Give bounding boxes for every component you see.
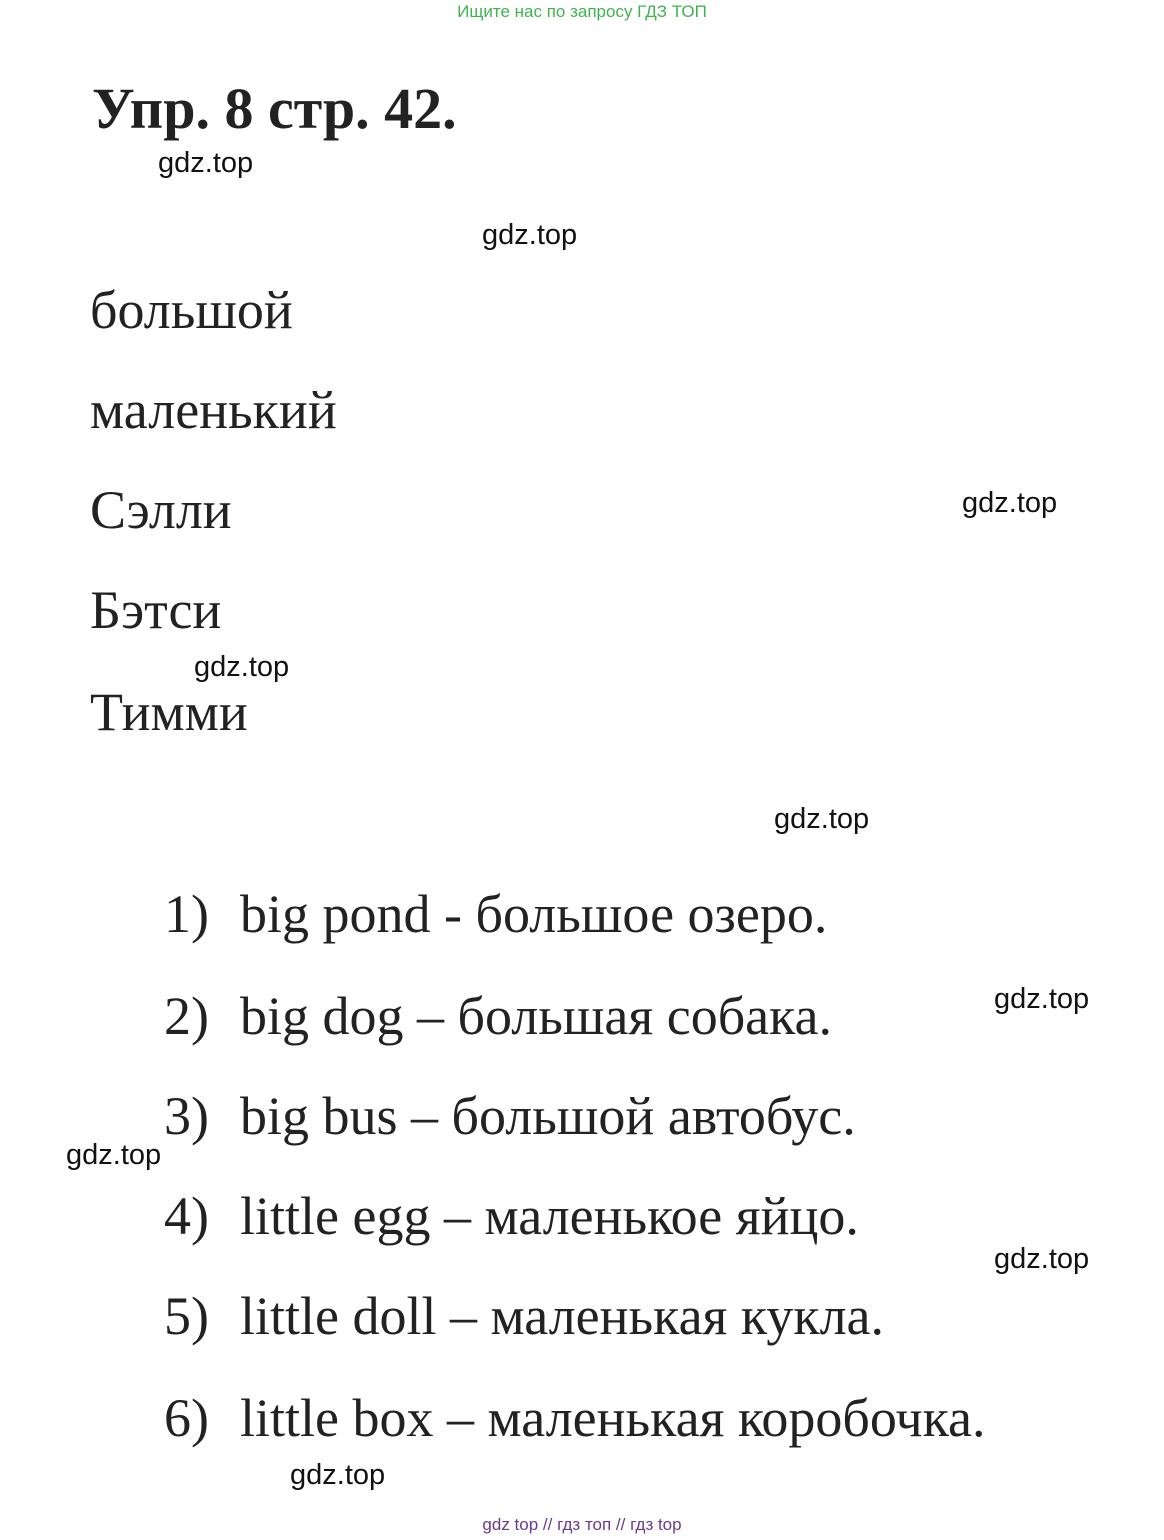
answer-item [164,1284,884,1348]
answer-number: 1) [164,884,209,944]
top-search-banner: Ищите нас по запросу ГДЗ ТОП [457,2,707,21]
watermark: gdz.top [194,651,290,683]
watermark: gdz.top [290,1459,386,1491]
answer-item [164,882,827,946]
answer-number: 6) [164,1388,209,1448]
watermark: gdz.top [158,147,254,179]
answer-item [164,1084,856,1148]
footer-banner: gdz top // гдз топ // гдз top [482,1515,682,1534]
vocabulary-word: большой [90,280,293,340]
exercise-title: Упр. 8 стр. 42. [92,76,457,141]
vocabulary-word: маленький [90,380,337,440]
answer-text: little egg – маленькое яйцо. [240,1186,859,1246]
answer-text: little doll – маленькая кукла. [240,1286,885,1346]
answer-number: 4) [164,1186,209,1246]
answer-number: 2) [164,986,209,1046]
answer-text: big bus – большой автобус. [240,1086,856,1146]
vocabulary-word: Сэлли [90,480,232,540]
watermark: gdz.top [66,1139,162,1171]
answer-text: little box – маленькая коробочка. [240,1388,986,1448]
answer-item [164,1386,986,1450]
vocabulary-word: Бэтси [90,580,222,640]
answer-number: 5) [164,1286,209,1346]
watermark: gdz.top [994,1243,1090,1275]
vocabulary-word: Тимми [90,682,248,742]
answer-text: big dog – большая собака. [240,986,833,1046]
answer-item [164,1184,859,1248]
answer-item [164,984,832,1048]
answer-text: big pond - большое озеро. [240,884,828,944]
answer-number: 3) [164,1086,209,1146]
watermark: gdz.top [482,219,578,251]
watermark: gdz.top [962,487,1058,519]
watermark: gdz.top [774,803,870,835]
watermark: gdz.top [994,983,1090,1015]
